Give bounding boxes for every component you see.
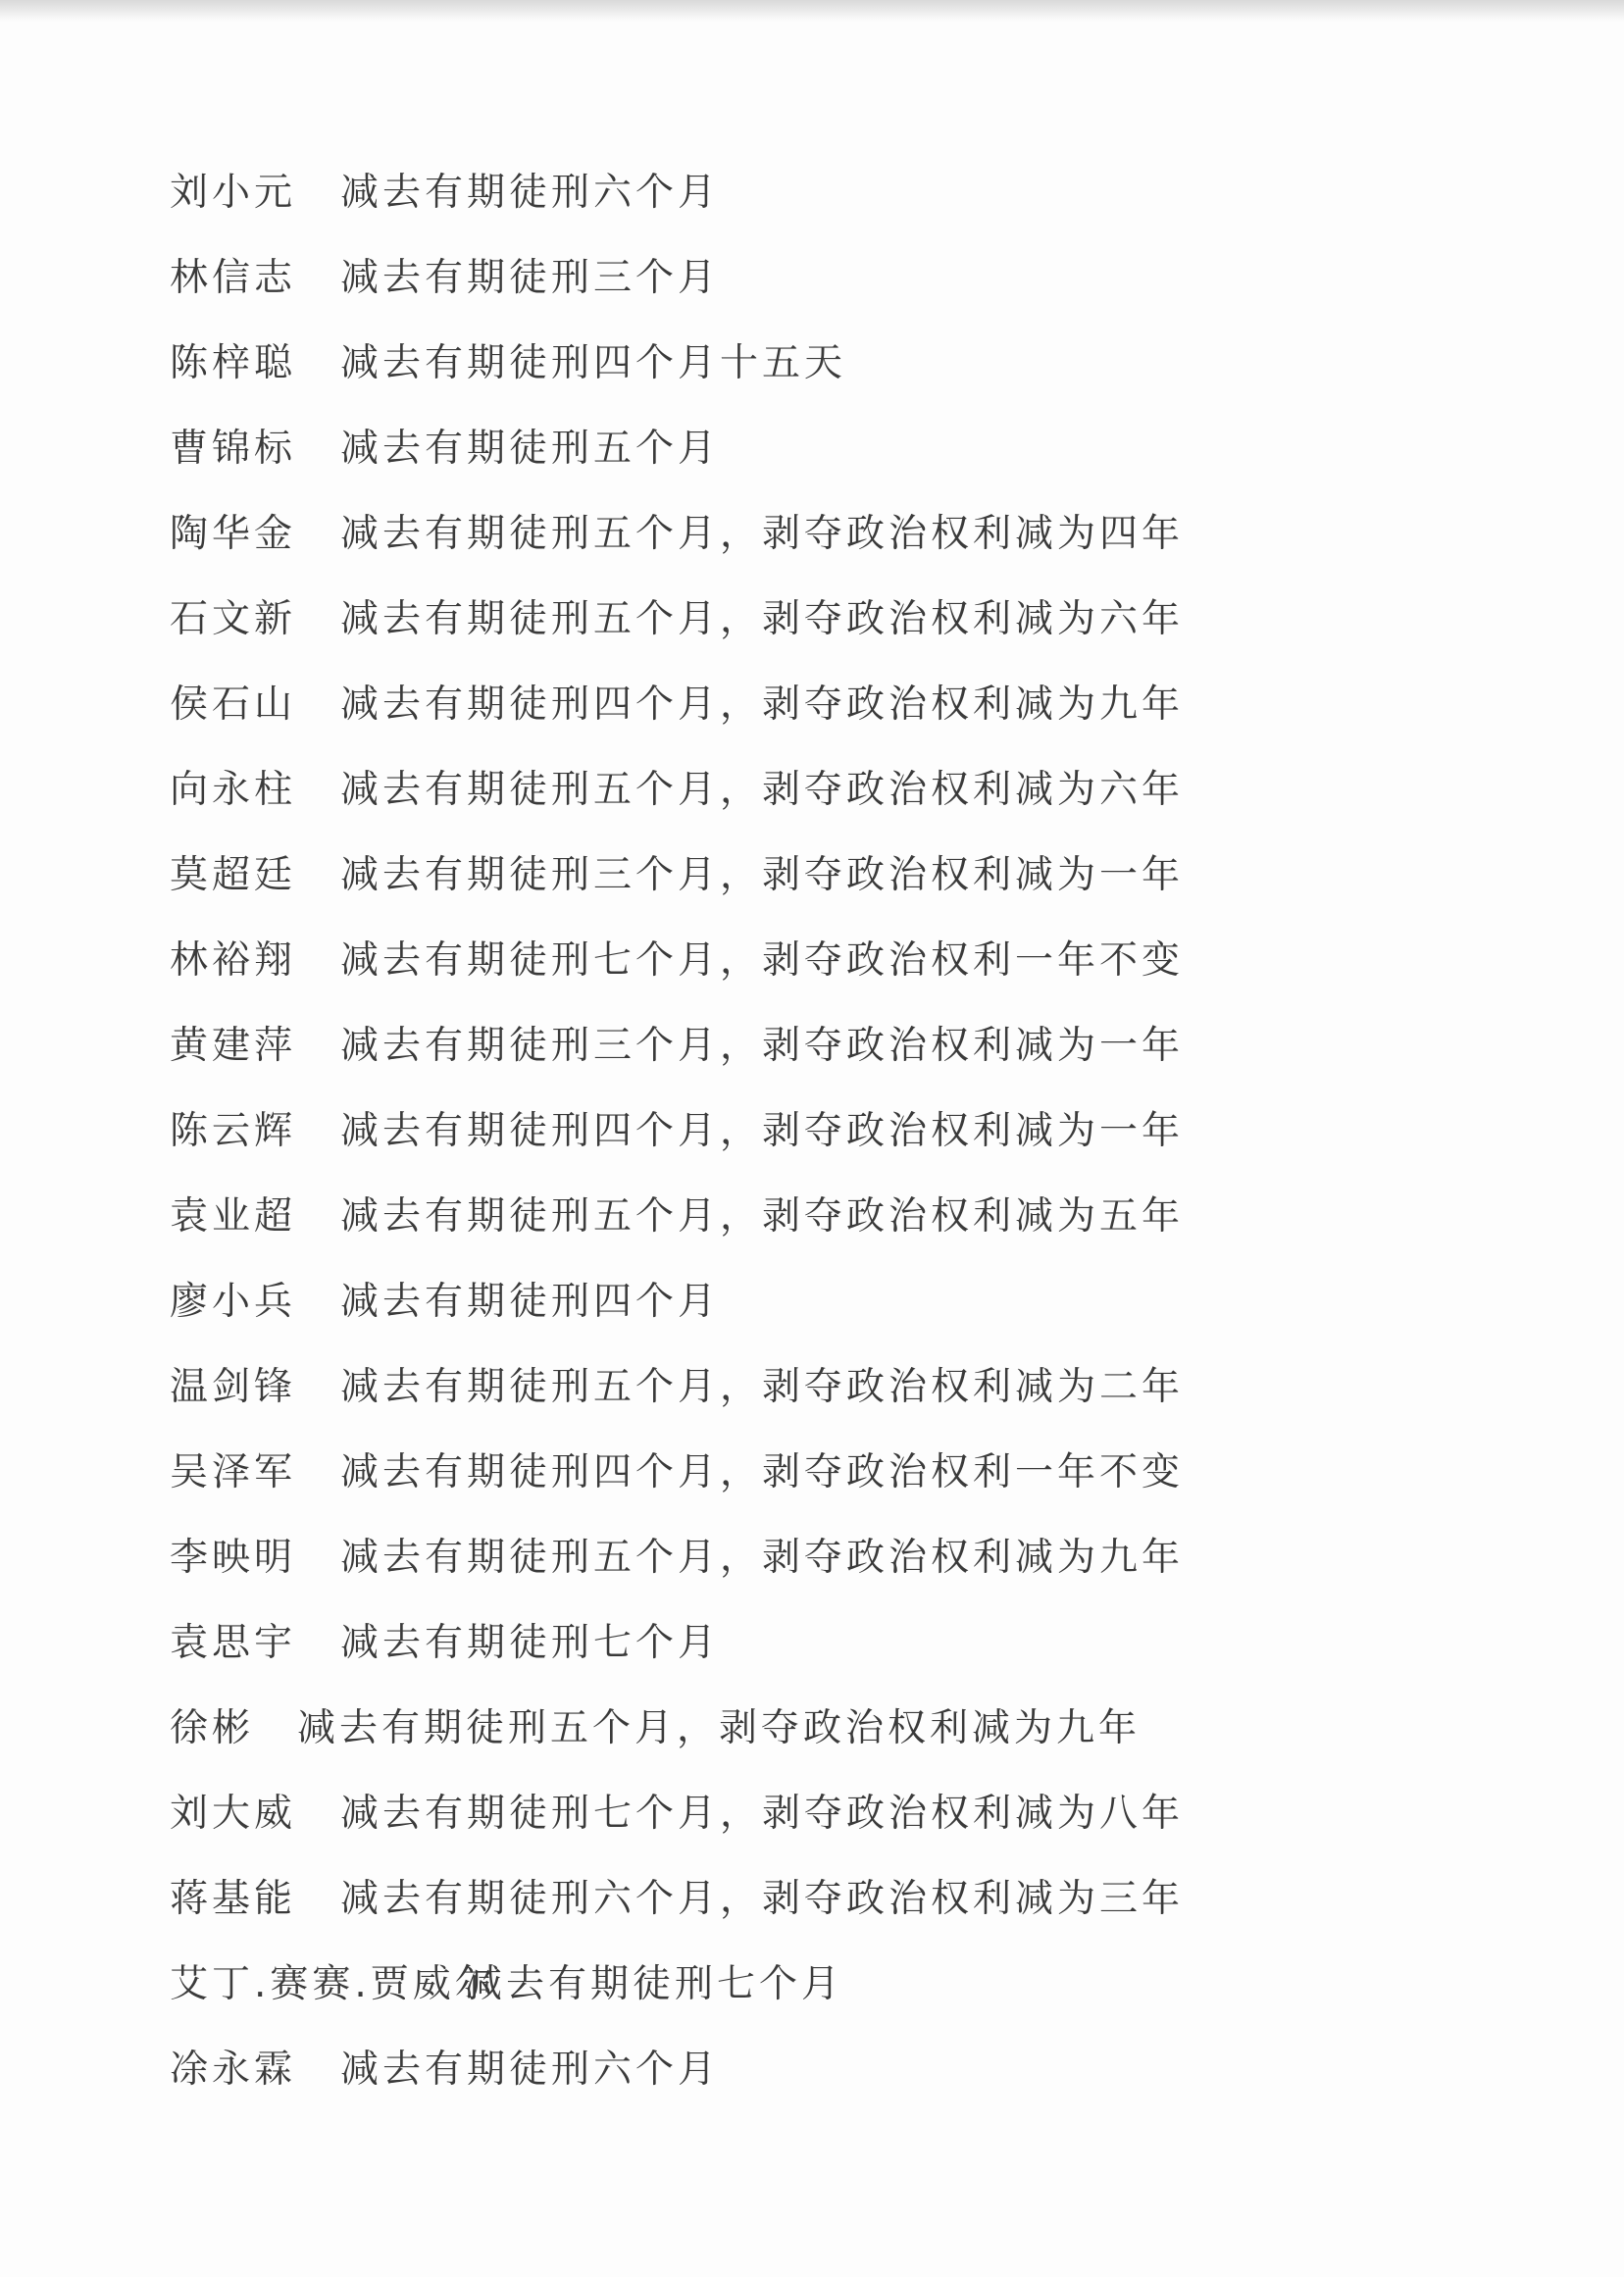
person-name: 徐彬 — [170, 1706, 255, 1750]
sentence-reduction: 减去有期徒刑五个月 — [340, 427, 721, 471]
sentence-reduction: 减去有期徒刑六个月 — [340, 171, 721, 215]
person-name: 林信志 — [170, 256, 297, 300]
person-name: 陈梓聪 — [170, 341, 297, 385]
person-name: 黄建萍 — [170, 1024, 297, 1068]
person-name: 林裕翔 — [170, 938, 297, 983]
person-name: 刘小元 — [170, 171, 297, 215]
person-name: 曹锦标 — [170, 427, 297, 471]
sentence-reduction: 减去有期徒刑五个月，剥夺政治权利减为九年 — [297, 1706, 1142, 1750]
sentence-reduction: 减去有期徒刑四个月，剥夺政治权利减为一年 — [340, 1109, 1185, 1153]
person-name: 石文新 — [170, 597, 297, 641]
person-name: 刘大威 — [170, 1792, 297, 1836]
sentence-reduction: 减去有期徒刑六个月，剥夺政治权利减为三年 — [340, 1877, 1185, 1921]
sentence-reduction: 减去有期徒刑六个月 — [340, 2048, 721, 2092]
sentence-reduction: 减去有期徒刑五个月，剥夺政治权利减为二年 — [340, 1365, 1185, 1409]
person-name: 莫超廷 — [170, 853, 297, 897]
sentence-reduction: 减去有期徒刑四个月，剥夺政治权利减为九年 — [340, 683, 1185, 727]
sentence-reduction: 减去有期徒刑七个月 — [340, 1621, 721, 1665]
person-name: 廖小兵 — [170, 1280, 297, 1324]
person-name: 陶华金 — [170, 512, 297, 556]
sentence-reduction: 减去有期徒刑七个月，剥夺政治权利一年不变 — [340, 938, 1185, 983]
person-name: 侯石山 — [170, 683, 297, 727]
sentence-reduction: 减去有期徒刑五个月，剥夺政治权利减为六年 — [340, 597, 1185, 641]
person-name: 凃永霖 — [170, 2048, 297, 2092]
person-name: 袁业超 — [170, 1194, 297, 1239]
sentence-reduction: 减去有期徒刑三个月，剥夺政治权利减为一年 — [340, 1024, 1185, 1068]
sentence-reduction: 减去有期徒刑三个月 — [340, 256, 721, 300]
person-name: 温剑锋 — [170, 1365, 297, 1409]
sentence-reduction: 减去有期徒刑四个月 — [340, 1280, 721, 1324]
sentence-reduction: 减去有期徒刑四个月十五天 — [340, 341, 847, 385]
sentence-reduction: 减去有期徒刑四个月，剥夺政治权利一年不变 — [340, 1450, 1185, 1494]
person-name: 袁思宇 — [170, 1621, 297, 1665]
person-name: 吴泽军 — [170, 1450, 297, 1494]
sentence-reduction: 减去有期徒刑七个月，剥夺政治权利减为八年 — [340, 1792, 1185, 1836]
person-name: 蒋基能 — [170, 1877, 297, 1921]
person-name: 向永柱 — [170, 768, 297, 812]
person-name: 陈云辉 — [170, 1109, 297, 1153]
sentence-reduction: 减去有期徒刑五个月，剥夺政治权利减为四年 — [340, 512, 1185, 556]
sentence-reduction: 减去有期徒刑五个月，剥夺政治权利减为九年 — [340, 1536, 1185, 1580]
person-name: 李映明 — [170, 1536, 297, 1580]
sentence-reduction: 减去有期徒刑五个月，剥夺政治权利减为六年 — [340, 768, 1185, 812]
sentence-reduction: 减去有期徒刑三个月，剥夺政治权利减为一年 — [340, 853, 1185, 897]
scan-edge-shadow — [0, 0, 1624, 22]
sentence-reduction: 减去有期徒刑五个月，剥夺政治权利减为五年 — [340, 1194, 1185, 1239]
sentence-reduction: 减去有期徒刑七个月 — [464, 1962, 844, 2006]
person-name: 艾丁.赛赛.贾威尔 — [170, 1962, 497, 2006]
